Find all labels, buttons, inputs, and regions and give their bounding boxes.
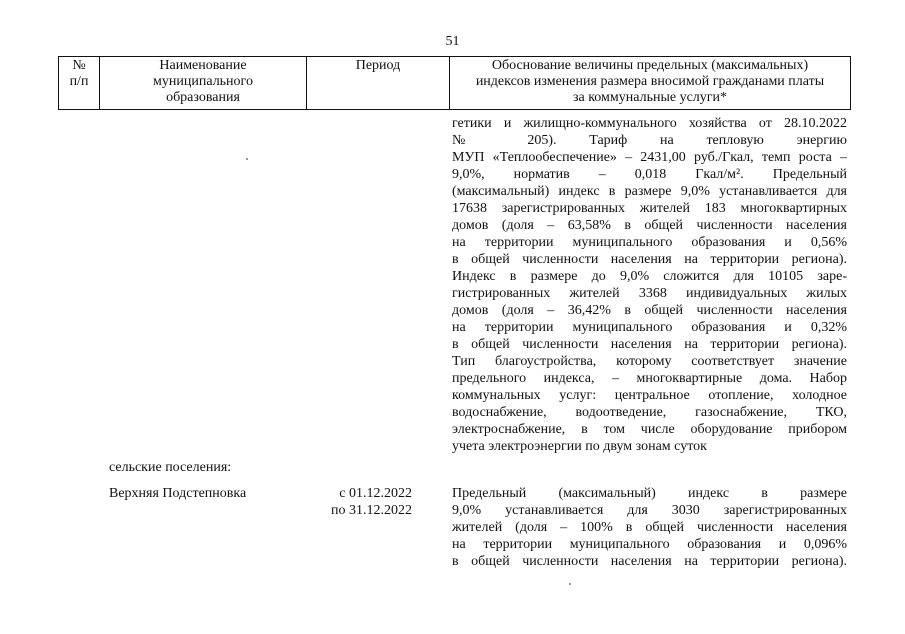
page-number: 51 <box>445 34 460 49</box>
scan-speck <box>569 583 571 585</box>
municipality-name: Верхняя Подстепновка <box>109 486 247 501</box>
scan-speck <box>246 158 248 160</box>
section-label: сельские поселения: <box>109 460 232 475</box>
period-range: с 01.12.2022 по 31.12.2022 <box>331 486 412 518</box>
table-header <box>58 56 851 110</box>
row-justification: Предельный (максимальный) индекс в размере 9,0% устанавливается для 3030 зарегистрированных жителей (доля – 100% в общей численности населения на территории муниципального образования и 0,096% в общей численности населения на территории региона). <box>452 486 847 569</box>
header-justification: Обоснование величины предельных (максимальных) индексов изменения размера вносимой гражданами платы за коммунальные услуги* <box>475 58 825 105</box>
header-period: Период <box>307 57 450 109</box>
header-municipality-name: Наименование муниципального образования <box>100 57 307 109</box>
header-num: № п/п <box>59 57 100 109</box>
justification-continued: гетики и жилищно-коммунального хозяйства от 28.10.2022 № 205). Тариф на тепловую энергию МУП «Теплообеспечение» – 2431,00 руб./Гкал, темп роста – 9,0%, норматив – 0,018 Гкал/м². Предельный (максимальный) индекс в размере 9,0% устанавливается для 17638 зарегистрированных жителей 183 многоквартирных домов (доля – 63,58% в общей численности населения на территории муниципального образования и 0,56% в общей численности населения на территории региона). Индекс в размере до 9,0% сложится для 10105 заре- гистрированных жителей 3368 индивидуальных жилых домов (доля – 36,42% в общей численности населения на территории муниципального образования и 0,32% в общей численности населения на территории региона). Тип благоустройства, которому соответствует значение предельного индекса, – многоквартирные дома. Набор коммунальных услуг: центральное отопление, холодное водоснабжение, водоотведение, газоснабжение, ТКО, электроснабжение, в том числе оборудование прибором учета электроэнергии по двум зонам суток <box>452 116 847 454</box>
